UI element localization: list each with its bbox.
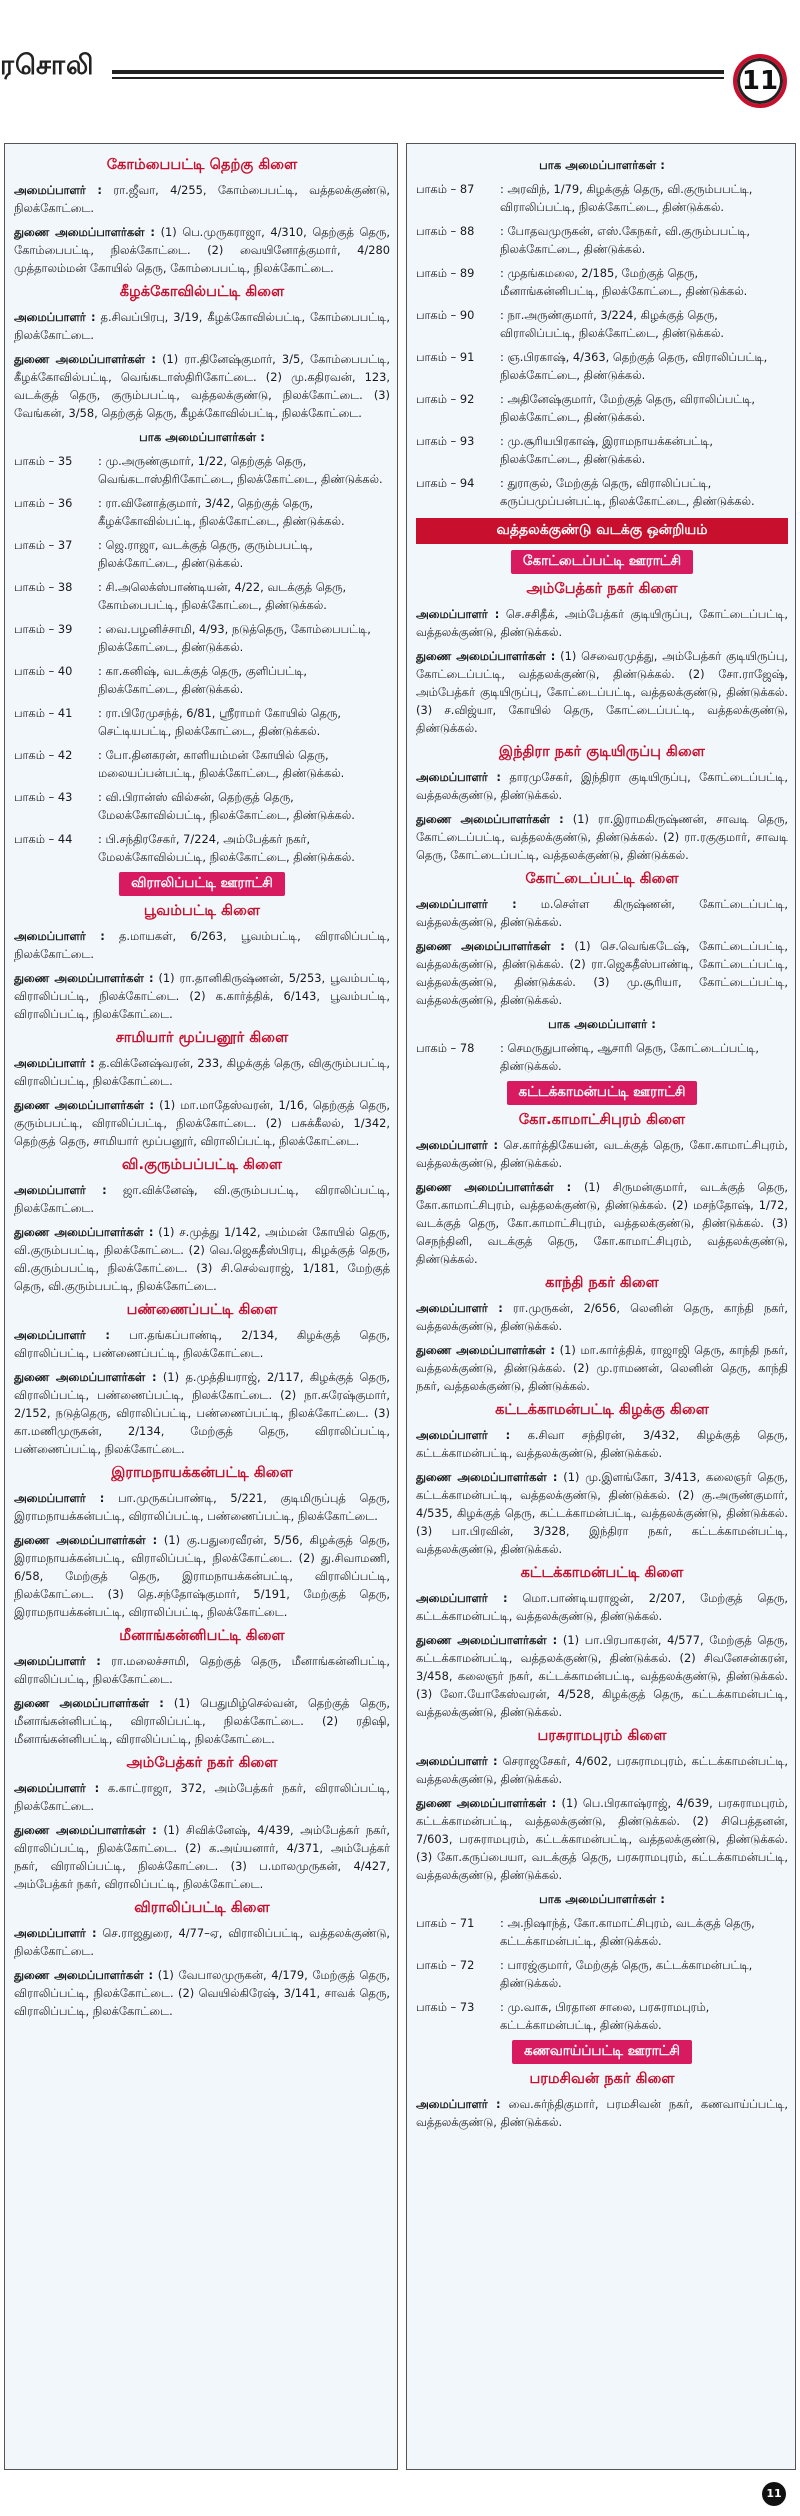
booth-row	[416, 390, 788, 426]
entry-role-label: அமைப்பாளர் :	[14, 1781, 100, 1795]
booth-row	[14, 704, 390, 740]
organizer-entry	[416, 1426, 788, 1462]
booth-row	[416, 1998, 788, 2034]
booth-details: : ஞ.பிரகாஷ், 4/363, தெற்குத் தெரு, விராலிப்பட்டி, நிலக்கோட்டை, திண்டுக்கல்.	[500, 350, 768, 382]
booth-number: பாகம் – 94	[416, 476, 475, 490]
branch-heading: அம்பேத்கர் நகர் கிளை	[126, 1754, 278, 1771]
branch-heading: காந்தி நகர் கிளை	[545, 1274, 659, 1291]
booth-number: பாகம் – 44	[14, 832, 73, 846]
entry-details: (1) ரா.தானிகிருஷ்ணன், 5/253, பூவம்பட்டி, விராலிப்பட்டி, நிலக்கோட்டை. (2) க.கார்த்திக், 6/143, பூவம்பட்டி, விராலிப்பட்டி, நிலக்கோட்டை.	[14, 971, 390, 1021]
panchayat-banner: விராலிப்பட்டி ஊராட்சி	[119, 872, 285, 896]
branch-heading: கோட்டைப்பட்டி கிளை	[525, 870, 679, 887]
organizer-entry	[14, 1368, 390, 1458]
booth-details: : முதங்கமலை, 2/185, மேற்குத் தெரு, மீனாங்கன்னிபட்டி, நிலக்கோட்டை, திண்டுக்கல்.	[500, 266, 748, 298]
entry-role-label: அமைப்பாளர் :	[14, 1328, 110, 1342]
booth-number: பாகம் – 92	[416, 392, 475, 406]
branch-heading: கோ.காமாட்சிபுரம் கிளை	[518, 1111, 686, 1128]
organizer-entry	[14, 1096, 390, 1150]
entry-role-label: துணை அமைப்பாளர்கள் :	[416, 939, 565, 953]
booth-row	[416, 264, 788, 300]
organizer-entry	[14, 1223, 390, 1295]
organizer-entry	[14, 1966, 390, 2020]
organizer-entry	[14, 181, 390, 217]
entry-details: (1) பெதுமிழ்செல்வன், தெற்குத் தெரு, மீனாங்கன்னிபட்டி, விராலிப்பட்டி, நிலக்கோட்டை. (2) ரதிஷி, மீனாங்கன்னிபட்டி, விராலிப்பட்டி, நிலக்கோட்டை.	[14, 1696, 390, 1746]
entry-details: மொ.பாண்டியராஜன், 2/207, மேற்குத் தெரு, கட்டக்காமன்பட்டி, வத்தலக்குண்டு, திண்டுக்கல்.	[416, 1591, 788, 1623]
entry-role-label: துணை அமைப்பாளர்கள் :	[416, 812, 564, 826]
entry-details: (1) செ.வெங்கடேஷ், கோட்டைப்பட்டி, வத்தலக்குண்டு, திண்டுக்கல். (2) ரா.ஜெகதீஸ்பாண்டி, கோட்டைப்பட்டி, வத்தலக்குண்டு, திண்டுக்கல். (3) மு.சூரியா, கோட்டைப்பட்டி, வத்தலக்குண்டு, திண்டுக்கல்.	[416, 939, 788, 1007]
entry-role-label: துணை அமைப்பாளர்கள் :	[416, 1796, 557, 1810]
organizer-entry	[416, 937, 788, 1009]
booth-section-heading: பாக அமைப்பாளர்கள் :	[539, 1892, 665, 1906]
entry-role-label: துணை அமைப்பாளர்கள் :	[416, 1180, 572, 1194]
entry-details: (1) த.முத்தியராஜ், 2/117, கிழக்குத் தெரு, விராலிப்பட்டி, பண்ணைப்பட்டி, நிலக்கோட்டை. (2) நா.சுரேஷ்குமார், 2/152, நடுத்தெரு, விராலிப்பட்டி, பண்ணைப்பட்டி, நிலக்கோட்டை. (3) கா.மணிமுருகன், 2/134, மேற்குத் தெரு, விராலிப்பட்டி, பண்ணைப்பட்டி, நிலக்கோட்டை.	[14, 1370, 390, 1456]
entry-role-label: அமைப்பாளர் :	[14, 1183, 107, 1197]
booth-details: : துராகுல், மேற்குத் தெரு, விராலிப்பட்டி, கருப்பமுப்பன்பட்டி, நிலக்கோட்டை, திண்டுக்கல்.	[500, 476, 755, 508]
organizer-entry	[416, 1178, 788, 1268]
entry-role-label: அமைப்பாளர் :	[416, 1754, 498, 1768]
organizer-entry	[416, 1794, 788, 1884]
entry-role-label: அமைப்பாளர் :	[416, 1301, 503, 1315]
booth-number: பாகம் – 43	[14, 790, 73, 804]
organizer-entry	[416, 1468, 788, 1558]
booth-row	[14, 746, 390, 782]
entry-details: செராஜசேகர், 4/602, பரசுராமபுரம், கட்டக்காமன்பட்டி, வத்தலக்குண்டு, திண்டுக்கல்.	[416, 1754, 788, 1786]
footer-page-number: 11	[762, 2482, 786, 2506]
entry-role-label: அமைப்பாளர் :	[416, 2097, 501, 2111]
booth-number: பாகம் – 39	[14, 622, 73, 636]
booth-row	[14, 452, 390, 488]
page-number: 11	[741, 66, 779, 96]
organizer-entry	[14, 1181, 390, 1217]
branch-heading: இராமநாயக்கன்பட்டி கிளை	[111, 1464, 293, 1481]
branch-heading: விராலிப்பட்டி கிளை	[134, 1899, 270, 1916]
organizer-entry	[416, 605, 788, 641]
booth-number: பாகம் – 73	[416, 2000, 475, 2014]
union-banner: வத்தலக்குண்டு வடக்கு ஒன்றியம்	[416, 518, 788, 544]
organizer-entry	[14, 1779, 390, 1815]
booth-details: : சி.அலெக்ஸ்பாண்டியன், 4/22, வடக்குத் தெரு, கோம்பைபட்டி, நிலக்கோட்டை, திண்டுக்கல்.	[98, 580, 347, 612]
booth-row	[14, 578, 390, 614]
booth-row	[416, 474, 788, 510]
organizer-entry	[416, 1631, 788, 1721]
panchayat-banner: கட்டக்காமன்பட்டி ஊராட்சி	[507, 1081, 698, 1105]
booth-details: : பாரஜ்குமார், மேற்குத் தெரு, கட்டக்காமன்பட்டி, திண்டுக்கல்.	[500, 1958, 753, 1990]
entry-details: (1) சிருமன்குமார், வடக்குத் தெரு, கோ.காமாட்சிபுரம், வத்தலக்குண்டு, திண்டுக்கல். (2) மசந்தோஷ், 1/72, வடக்குத் தெரு, கோ.காமாட்சிபுரம், வத்தலக்குண்டு, திண்டுக்கல். (3) செநந்தினி, வடக்குத் தெரு, கோ.காமாட்சிபுரம், வத்தலக்குண்டு, திண்டுக்கல்.	[416, 1180, 788, 1266]
booth-row	[416, 180, 788, 216]
right-column	[416, 150, 788, 2460]
organizer-entry	[14, 1054, 390, 1090]
entry-details: (1) ரா.இராமகிருஷ்ணன், சாவடி தெரு, கோட்டைப்பட்டி, வத்தலக்குண்டு, திண்டுக்கல். (2) ரா.ரகுகுமார், சாவடி தெரு, கோட்டைப்பட்டி, வத்தலக்குண்டு, திண்டுக்கல்.	[416, 812, 788, 862]
entry-role-label: துணை அமைப்பாளர்கள் :	[14, 1696, 164, 1710]
booth-row	[14, 536, 390, 572]
entry-details: (1) ச.முத்து 1/142, அம்மன் கோயில் தெரு, வி.குரும்பபட்டி, நிலக்கோட்டை. (2) வெ.ஜெகதீஸ்பிரபு, கிழக்குத் தெரு, வி.குரும்பபட்டி, நிலக்கோட்டை. (3) சி.செல்வராஜ், 1/181, மேற்குத் தெரு, வி.குரும்பபட்டி, நிலக்கோட்டை.	[14, 1225, 390, 1293]
branch-heading: கட்டக்காமன்பட்டி கிளை	[520, 1564, 684, 1581]
entry-role-label: அமைப்பாளர் :	[416, 1138, 499, 1152]
entry-role-label: அமைப்பாளர் :	[416, 770, 501, 784]
organizer-entry	[416, 1299, 788, 1335]
branch-heading: கோம்பைபட்டி தெற்கு கிளை	[106, 156, 298, 173]
branch-heading: கட்டக்காமன்பட்டி கிழக்கு கிளை	[495, 1401, 709, 1418]
branch-heading: இந்திரா நகர் குடியிருப்பு கிளை	[499, 743, 705, 760]
organizer-entry	[416, 1752, 788, 1788]
entry-role-label: துணை அமைப்பாளர்கள் :	[416, 1470, 558, 1484]
entry-details: செ.கார்த்திகேயன், வடக்குத் தெரு, கோ.காமாட்சிபுரம், வத்தலக்குண்டு, திண்டுக்கல்.	[416, 1138, 788, 1170]
entry-role-label: அமைப்பாளர் :	[14, 310, 96, 324]
organizer-entry	[416, 1136, 788, 1172]
entry-role-label: துணை அமைப்பாளர்கள் :	[416, 1343, 555, 1357]
booth-number: பாகம் – 71	[416, 1916, 475, 1930]
entry-details: (1) கு.பதுரைவீரன், 5/56, கிழக்குத் தெரு, இராமநாயக்கன்பட்டி, விராலிப்பட்டி, நிலக்கோட்டை. (2) து.சிவாமணி, 6/58, மேற்குத் தெரு, இராமநாயக்கன்பட்டி, விராலிப்பட்டி, நிலக்கோட்டை. (3) தெ.சந்தோஷ்குமார், 5/191, மேற்குத் தெரு, இராமநாயக்கன்பட்டி, விராலிப்பட்டி, நிலக்கோட்டை.	[14, 1533, 390, 1619]
entry-role-label: அமைப்பாளர் :	[416, 607, 500, 621]
booth-row	[416, 1914, 788, 1950]
booth-details: : மு.வாசு, பிரதான சாலை, பரசுராமபுரம், கட்டக்காமன்பட்டி, திண்டுக்கல்.	[500, 2000, 710, 2032]
entry-details: (1) பா.பிரபாகரன், 4/577, மேற்குத் தெரு, கட்டக்காமன்பட்டி, வத்தலக்குண்டு, திண்டுக்கல். (2) சிவனேசன்கரன், 3/458, கலைஞர் நகர், கட்டக்காமன்பட்டி, வத்தலக்குண்டு, திண்டுக்கல். (3) லோ.யோகேஸ்வரன், 4/528, கிழக்குத் தெரு, கட்டக்காமன்பட்டி, வத்தலக்குண்டு, திண்டுக்கல்.	[416, 1633, 788, 1719]
booth-row	[416, 1956, 788, 1992]
branch-heading: சாமியார் மூப்பனூர் கிளை	[115, 1029, 289, 1046]
booth-row	[14, 494, 390, 530]
panchayat-banner: கோட்டைப்பட்டி ஊராட்சி	[511, 550, 693, 574]
entry-details: (1) ரா.தினேஷ்குமார், 3/5, கோம்பைபட்டி, கீழக்கோவில்பட்டி, வெங்கடாஸ்திரிகோட்டை. (2) மு.கதிரவன், 123, வடக்குத் தெரு, குரும்பபட்டி, வத்தலக்குண்டு, நிலக்கோட்டை. (3) வேங்கன், 3/58, தெற்குத் தெரு, கீழக்கோவில்பட்டி, நிலக்கோட்டை.	[14, 352, 390, 420]
booth-number: பாகம் – 93	[416, 434, 475, 448]
organizer-entry	[14, 1531, 390, 1621]
organizer-entry	[416, 1589, 788, 1625]
entry-details: (1) பெ.முருகராஜா, 4/310, தெற்குத் தெரு, கோம்பைபட்டி, நிலக்கோட்டை. (2) வையினோத்குமார், 4/280 முத்தாலம்மன் கோயில் தெரு, கோம்பைபட்டி, நிலக்கோட்டை.	[14, 225, 390, 275]
organizer-entry	[14, 927, 390, 963]
booth-number: பாகம் – 41	[14, 706, 73, 720]
organizer-entry	[416, 895, 788, 931]
entry-details: செ.சசிதீக், அம்பேத்கர் குடியிருப்பு, கோட்டைப்பட்டி, வத்தலக்குண்டு, திண்டுக்கல்.	[416, 607, 788, 639]
entry-role-label: அமைப்பாளர் :	[14, 1926, 97, 1940]
organizer-entry	[14, 1489, 390, 1525]
entry-details: பா.தங்கப்பாண்டி, 2/134, கிழக்குத் தெரு, விராலிப்பட்டி, பண்ணைப்பட்டி, நிலக்கோட்டை.	[14, 1328, 390, 1360]
entry-details: த.விக்னேஷ்வரன், 233, கிழக்குத் தெரு, விகுரும்பபட்டி, விராலிப்பட்டி, நிலக்கோட்டை.	[14, 1056, 390, 1088]
entry-details: ரா.ஜீவா, 4/255, கோம்பைபட்டி, வத்தலக்குண்டு, நிலக்கோட்டை.	[14, 183, 390, 215]
organizer-entry	[14, 223, 390, 277]
organizer-entry	[416, 768, 788, 804]
booth-details: : ரா.வினோத்குமார், 3/42, தெற்குத் தெரு, கீழக்கோவில்பட்டி, நிலக்கோட்டை, திண்டுக்கல்.	[98, 496, 345, 528]
booth-details: : ஜெ.ராஜா, வடக்குத் தெரு, குரும்பபட்டி, நிலக்கோட்டை, திண்டுக்கல்.	[98, 538, 313, 570]
branch-heading: வி.குரும்பப்பட்டி கிளை	[121, 1156, 283, 1173]
entry-role-label: துணை அமைப்பாளர்கள் :	[14, 1823, 157, 1837]
organizer-entry	[14, 1694, 390, 1748]
entry-role-label: துணை அமைப்பாளர்கள் :	[14, 971, 154, 985]
entry-role-label: அமைப்பாளர் :	[14, 1056, 95, 1070]
organizer-entry	[14, 308, 390, 344]
booth-row	[14, 662, 390, 698]
organizer-entry	[14, 350, 390, 422]
organizer-entry	[14, 1652, 390, 1688]
organizer-entry	[416, 810, 788, 864]
entry-role-label: துணை அமைப்பாளர்கள் :	[416, 1633, 558, 1647]
booth-details: : அதினேஷ்குமார், மேற்குத் தெரு, விராலிப்பட்டி, நிலக்கோட்டை, திண்டுக்கல்.	[500, 392, 755, 424]
entry-role-label: துணை அமைப்பாளர்கள் :	[14, 225, 155, 239]
entry-details: த.மாயகள், 6/263, பூவம்பட்டி, விராலிப்பட்டி, நிலக்கோட்டை.	[14, 929, 390, 961]
booth-number: பாகம் – 90	[416, 308, 475, 322]
left-column	[14, 150, 390, 2460]
entry-details: பா.முருகப்பாண்டி, 5/221, குடிமிருப்புத் தெரு, இராமநாயக்கன்பட்டி, விராலிப்பட்டி, பண்ணைப்பட்டி, நிலக்கோட்டை.	[14, 1491, 390, 1523]
booth-details: : கா.கனிஷ், வடக்குத் தெரு, குளிப்பட்டி, நிலக்கோட்டை, திண்டுக்கல்.	[98, 664, 308, 696]
entry-role-label: அமைப்பாளர் :	[416, 897, 517, 911]
entry-details: க.காட்ராஜா, 372, அம்பேத்கர் நகர், விராலிப்பட்டி, நிலக்கோட்டை.	[14, 1781, 390, 1813]
booth-section-heading: பாக அமைப்பாளர்கள் :	[139, 430, 265, 444]
booth-details: : போ.தினகரன், காளியம்மன் கோயில் தெரு, மலையப்பன்பட்டி, நிலக்கோட்டை, திண்டுக்கல்.	[98, 748, 345, 780]
entry-details: (1) வேபாலமுருகன், 4/179, மேற்குத் தெரு, விராலிப்பட்டி, நிலக்கோட்டை. (2) வெயில்கிரேஷ், 3/141, சாவக் தெரு, விராலிப்பட்டி, நிலக்கோட்டை.	[14, 1968, 390, 2018]
booth-row	[416, 306, 788, 342]
booth-number: பாகம் – 38	[14, 580, 73, 594]
entry-details: ரா.மலைச்சாமி, தெற்குத் தெரு, மீனாங்கன்னிபட்டி, விராலிப்பட்டி, நிலக்கோட்டை.	[14, 1654, 390, 1686]
booth-details: : மு.அருண்குமார், 1/22, தெற்குத் தெரு, வெங்கடாஸ்திரிகோட்டை, நிலக்கோட்டை, திண்டுக்கல்.	[98, 454, 383, 486]
booth-number: பாகம் – 89	[416, 266, 475, 280]
header-rule	[112, 70, 724, 74]
branch-heading: பூவம்பட்டி கிளை	[143, 902, 261, 919]
entry-role-label: துணை அமைப்பாளர்கள் :	[14, 1225, 154, 1239]
entry-role-label: அமைப்பாளர் :	[14, 929, 105, 943]
organizer-entry	[416, 1341, 788, 1395]
booth-row	[14, 620, 390, 656]
booth-details: : பி.சந்திரசேகர், 7/224, அம்பேத்கர் நகர், மேலக்கோவில்பட்டி, நிலக்கோட்டை, திண்டுக்கல்.	[98, 832, 355, 864]
branch-heading: கீழக்கோவில்பட்டி கிளை	[119, 283, 285, 300]
booth-number: பாகம் – 35	[14, 454, 73, 468]
organizer-entry	[14, 1821, 390, 1893]
booth-details: : ரா.பிரேமுசந்த், 6/81, ஸ்ரீராமர் கோயில் தெரு, செட்டியபட்டி, நிலக்கோட்டை, திண்டுக்கல்.	[98, 706, 341, 738]
booth-row	[416, 348, 788, 384]
entry-details: ரா.முருகன், 2/656, லெனின் தெரு, காந்தி நகர், வத்தலக்குண்டு, திண்டுக்கல்.	[416, 1301, 788, 1333]
entry-details: ஜா.விக்னேஷ், வி.குரும்பபட்டி, விராலிப்பட்டி, நிலக்கோட்டை.	[14, 1183, 390, 1215]
organizer-entry	[416, 2095, 788, 2131]
booth-section-heading: பாக அமைப்பாளர் :	[548, 1017, 656, 1031]
entry-details: (1) மா.மாதேஸ்வரன், 1/16, தெற்குத் தெரு, குரும்பபட்டி, விராலிப்பட்டி, நிலக்கோட்டை. (2) பசுக்கீலல், 1/342, தெற்குத் தெரு, சாமியார் மூப்பனூர், விராலிப்பட்டி, நிலக்கோட்டை.	[14, 1098, 390, 1148]
booth-details: : வை.பழனிச்சாமி, 4/93, நடுத்தெரு, கோம்பைபட்டி, நிலக்கோட்டை, திண்டுக்கல்.	[98, 622, 371, 654]
entry-details: (1) மு.இளங்கோ, 3/413, கலைஞர் தெரு, கட்டக்காமன்பட்டி, வத்தலக்குண்டு, திண்டுக்கல். (2) கு.அருண்குமார், 4/535, கிழக்குத் தெரு, கட்டக்காமன்பட்டி, வத்தலக்குண்டு, திண்டுக்கல். (3) பா.பிரவின், 3/328, இந்திரா நகர், கட்டக்காமன்பட்டி, வத்தலக்குண்டு, திண்டுக்கல்.	[416, 1470, 788, 1556]
entry-role-label: அமைப்பாளர் :	[416, 1591, 508, 1605]
entry-details: தாரமுசேகர், இந்திரா குடியிருப்பு, கோட்டைப்பட்டி, வத்தலக்குண்டு, திண்டுக்கல்.	[416, 770, 788, 802]
booth-number: பாகம் – 87	[416, 182, 475, 196]
organizer-entry	[14, 969, 390, 1023]
header-rule-thin	[112, 77, 724, 79]
booth-details: : போதவமுருகன், எஸ்.கேநகர், வி.குரும்பபட்டி, நிலக்கோட்டை, திண்டுக்கல்.	[500, 224, 751, 256]
entry-role-label: துணை அமைப்பாளர்கள் :	[416, 649, 556, 663]
entry-details: (1) செவைரமுத்து, அம்பேத்கர் குடியிருப்பு, கோட்டைப்பட்டி, வத்தலக்குண்டு, திண்டுக்கல். (2) சோ.ராஜேஷ், அம்பேத்கர் குடியிருப்பு, கோட்டைப்பட்டி, வத்தலக்குண்டு, திண்டுக்கல். (3) ச.விஜ்யா, கோயில் தெரு, கோட்டைப்பட்டி, வத்தலக்குண்டு, திண்டுக்கல்.	[416, 649, 788, 735]
booth-number: பாகம் – 72	[416, 1958, 475, 1972]
entry-role-label: அமைப்பாளர் :	[416, 1428, 511, 1442]
branch-heading: பண்ணைப்பட்டி கிளை	[126, 1301, 278, 1318]
entry-role-label: துணை அமைப்பாளர்கள் :	[14, 1968, 154, 1982]
booth-details: : செமருதுபாண்டி, ஆசாரி தெரு, கோட்டைப்பட்டி, திண்டுக்கல்.	[500, 1041, 759, 1073]
panchayat-banner: கணவாய்ப்பட்டி ஊராட்சி	[512, 2040, 692, 2064]
branch-heading: பரசுராமபுரம் கிளை	[537, 1727, 667, 1744]
booth-number: பாகம் – 42	[14, 748, 73, 762]
entry-role-label: துணை அமைப்பாளர்கள் :	[14, 1370, 157, 1384]
booth-number: பாகம் – 36	[14, 496, 73, 510]
entry-details: (1) சிவிக்னேஷ், 4/439, அம்பேத்கர் நகர், விராலிப்பட்டி, நிலக்கோட்டை. (2) க.அய்யனார், 4/371, அம்பேத்கர் நகர், விராலிப்பட்டி, நிலக்கோட்டை. (3) ப.மாலமுருகன், 4/427, அம்பேத்கர் நகர், விராலிப்பட்டி, நிலக்கோட்டை.	[14, 1823, 390, 1891]
branch-heading: பரமசிவன் நகர் கிளை	[529, 2070, 675, 2087]
entry-role-label: துணை அமைப்பாளர்கள் :	[14, 352, 156, 366]
entry-details: செ.ராஜதுரை, 4/77–ஏ, விராலிப்பட்டி, வத்தலக்குண்டு, நிலக்கோட்டை.	[14, 1926, 390, 1958]
entry-details: க.சிவா சந்திரன், 3/432, கிழக்குத் தெரு, கட்டக்காமன்பட்டி, வத்தலக்குண்டு, திண்டுக்கல்.	[416, 1428, 788, 1460]
entry-details: (1) மா.கார்த்திக், ராஜாஜி தெரு, காந்தி நகர், வத்தலக்குண்டு, திண்டுக்கல். (2) மு.ராமணன், லெனின் தெரு, காந்தி நகர், வத்தலக்குண்டு, திண்டுக்கல்.	[416, 1343, 788, 1393]
entry-role-label: அமைப்பாளர் :	[14, 183, 102, 197]
organizer-entry	[416, 647, 788, 737]
branch-heading: அம்பேத்கர் நகர் கிளை	[526, 580, 678, 597]
entry-role-label: அமைப்பாளர் :	[14, 1491, 105, 1505]
page-number-badge	[733, 54, 787, 108]
entry-details: (1) பெ.பிரகாஷ்ராஜ், 4/639, பரசுராமபுரம், கட்டக்காமன்பட்டி, வத்தலக்குண்டு, திண்டுக்கல். (2) சிபெத்தனன், 7/603, பரசுராமபுரம், கட்டக்காமன்பட்டி, வத்தலக்குண்டு, திண்டுக்கல். (3) கோ.கருப்பையா, வடக்குத் தெரு, பரசுராமபுரம், கட்டக்காமன்பட்டி, வத்தலக்குண்டு, திண்டுக்கல்.	[416, 1796, 788, 1882]
organizer-entry	[14, 1924, 390, 1960]
booth-details: : அ.நிஷாந்த், கோ.காமாட்சிபுரம், வடக்குத் தெரு, கட்டக்காமன்பட்டி, திண்டுக்கல்.	[500, 1916, 755, 1948]
masthead-title: ரசொலி	[0, 50, 95, 81]
branch-heading: மீனாங்கன்னிபட்டி கிளை	[119, 1627, 285, 1644]
booth-number: பாகம் – 37	[14, 538, 73, 552]
entry-details: த.சிவப்பிரபு, 3/19, கீழக்கோவில்பட்டி, கோம்பைபட்டி, நிலக்கோட்டை.	[14, 310, 390, 342]
entry-role-label: அமைப்பாளர் :	[14, 1654, 101, 1668]
entry-details: வை.சுர்ந்திகுமார், பரமசிவன் நகர், கணவாய்ப்பட்டி, வத்தலக்குண்டு, திண்டுக்கல்.	[416, 2097, 788, 2129]
booth-row	[416, 1039, 788, 1075]
entry-role-label: துணை அமைப்பாளர்கள் :	[14, 1098, 154, 1112]
booth-row	[416, 222, 788, 258]
booth-details: : அரவிந், 1/79, கிழக்குத் தெரு, வி.குரும்பபட்டி, விராலிப்பட்டி, நிலக்கோட்டை, திண்டுக்கல்.	[500, 182, 753, 214]
booth-row	[416, 432, 788, 468]
organizer-entry	[14, 1326, 390, 1362]
booth-details: : வி.பிரான்ஸ் வில்சன், தெற்குத் தெரு, மேலக்கோவில்பட்டி, நிலக்கோட்டை, திண்டுக்கல்.	[98, 790, 355, 822]
booth-details: : மு.சூரியபிரகாஷ், இராமநாயக்கன்பட்டி, நிலக்கோட்டை, திண்டுக்கல்.	[500, 434, 714, 466]
booth-number: பாகம் – 40	[14, 664, 73, 678]
booth-number: பாகம் – 91	[416, 350, 475, 364]
booth-number: பாகம் – 88	[416, 224, 475, 238]
page-header	[0, 0, 800, 96]
entry-details: ம.செள்ள கிருஷ்ணன், கோட்டைப்பட்டி, வத்தலக்குண்டு, திண்டுக்கல்.	[416, 897, 788, 929]
booth-details: : நா.அருண்குமார், 3/224, கிழக்குத் தெரு, விராலிப்பட்டி, நிலக்கோட்டை, திண்டுக்கல்.	[500, 308, 725, 340]
booth-number: பாகம் – 78	[416, 1041, 475, 1055]
booth-row	[14, 788, 390, 824]
entry-role-label: துணை அமைப்பாளர்கள் :	[14, 1533, 158, 1547]
booth-section-heading: பாக அமைப்பாளர்கள் :	[539, 158, 665, 172]
booth-row	[14, 830, 390, 866]
